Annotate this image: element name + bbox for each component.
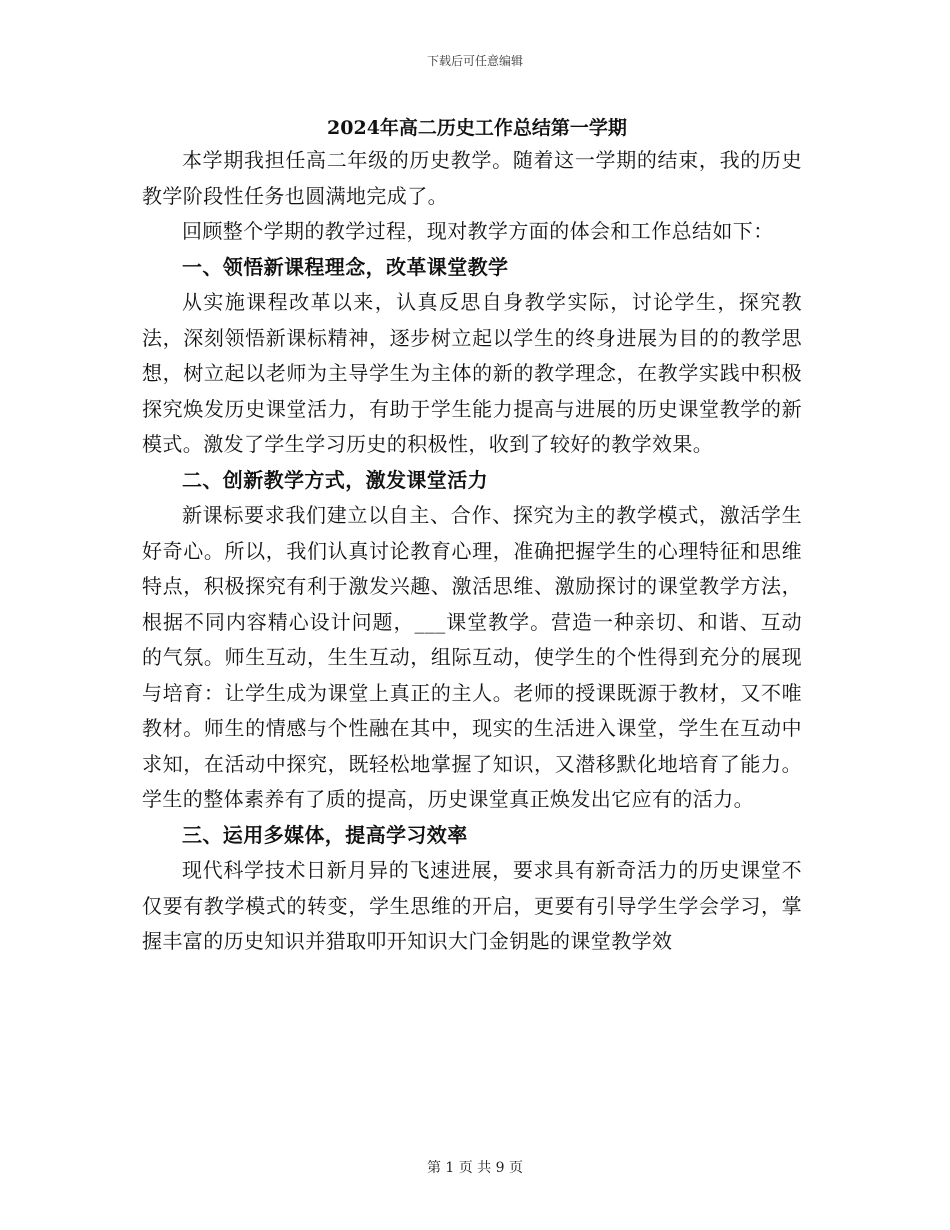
page-number-footer: 第 1 页 共 9 页 <box>426 1160 524 1176</box>
paragraph: 本学期我担任高二年级的历史教学。随着这一学期的结束，我的历史教学阶段性任务也圆满地完成了。 <box>142 148 802 208</box>
section-heading: 一、领悟新课程理念，改革课堂教学 <box>182 254 509 279</box>
paragraph: 新课标要求我们建立以自主、合作、探究为主的教学模式，激活学生好奇心。所以，我们认真讨论教育心理，准确把握学生的心理特征和思维特点，积极探究有利于激发兴趣、激活思维、激励探讨的课堂教学方法，根据不同内容精心设计问题，___课堂教学。营造一种亲切、和谐、互动的气氛。师生互动，生生互动，组际互动，使学生的个性得到充分的展现与培育：让学生成为课堂上真正的主人。老师的授课既源于教材，又不唯教材。师生的情感与个性融在其中，现实的生活进入课堂，学生在互动中求知，在活动中探究，既轻松地掌握了知识，又潜移默化地培育了能力。学生的整体素养有了质的提高，历史课堂真正焕发出它应有的活力。 <box>142 503 802 811</box>
paragraph: 从实施课程改革以来，认真反思自身教学实际，讨论学生，探究教法，深刻领悟新课标精神，逐步树立起以学生的终身进展为目的的教学思想，树立起以老师为主导学生为主体的新的教学理念，在教学实践中积极探究焕发历史课堂活力，有助于学生能力提高与进展的历史课堂教学的新模式。激发了学生学习历史的积极性，收到了较好的教学效果。 <box>142 290 802 456</box>
section-heading: 二、创新教学方式，激发课堂活力 <box>182 467 488 492</box>
section-heading: 三、运用多媒体，提高学习效率 <box>182 822 468 847</box>
header-note: 下载后可任意编辑 <box>426 54 523 68</box>
paragraph: 回顾整个学期的教学过程，现对教学方面的体会和工作总结如下： <box>182 219 774 243</box>
paragraph: 现代科学技术日新月异的飞速进展，要求具有新奇活力的历史课堂不仅要有教学模式的转变，学生思维的开启，更要有引导学生学会学习，掌握丰富的历史知识并猎取叩开知识大门金钥匙的课堂教学效 <box>142 858 802 953</box>
document-title: 2024年高二历史工作总结第一学期 <box>327 117 627 139</box>
document-body <box>142 113 802 960</box>
